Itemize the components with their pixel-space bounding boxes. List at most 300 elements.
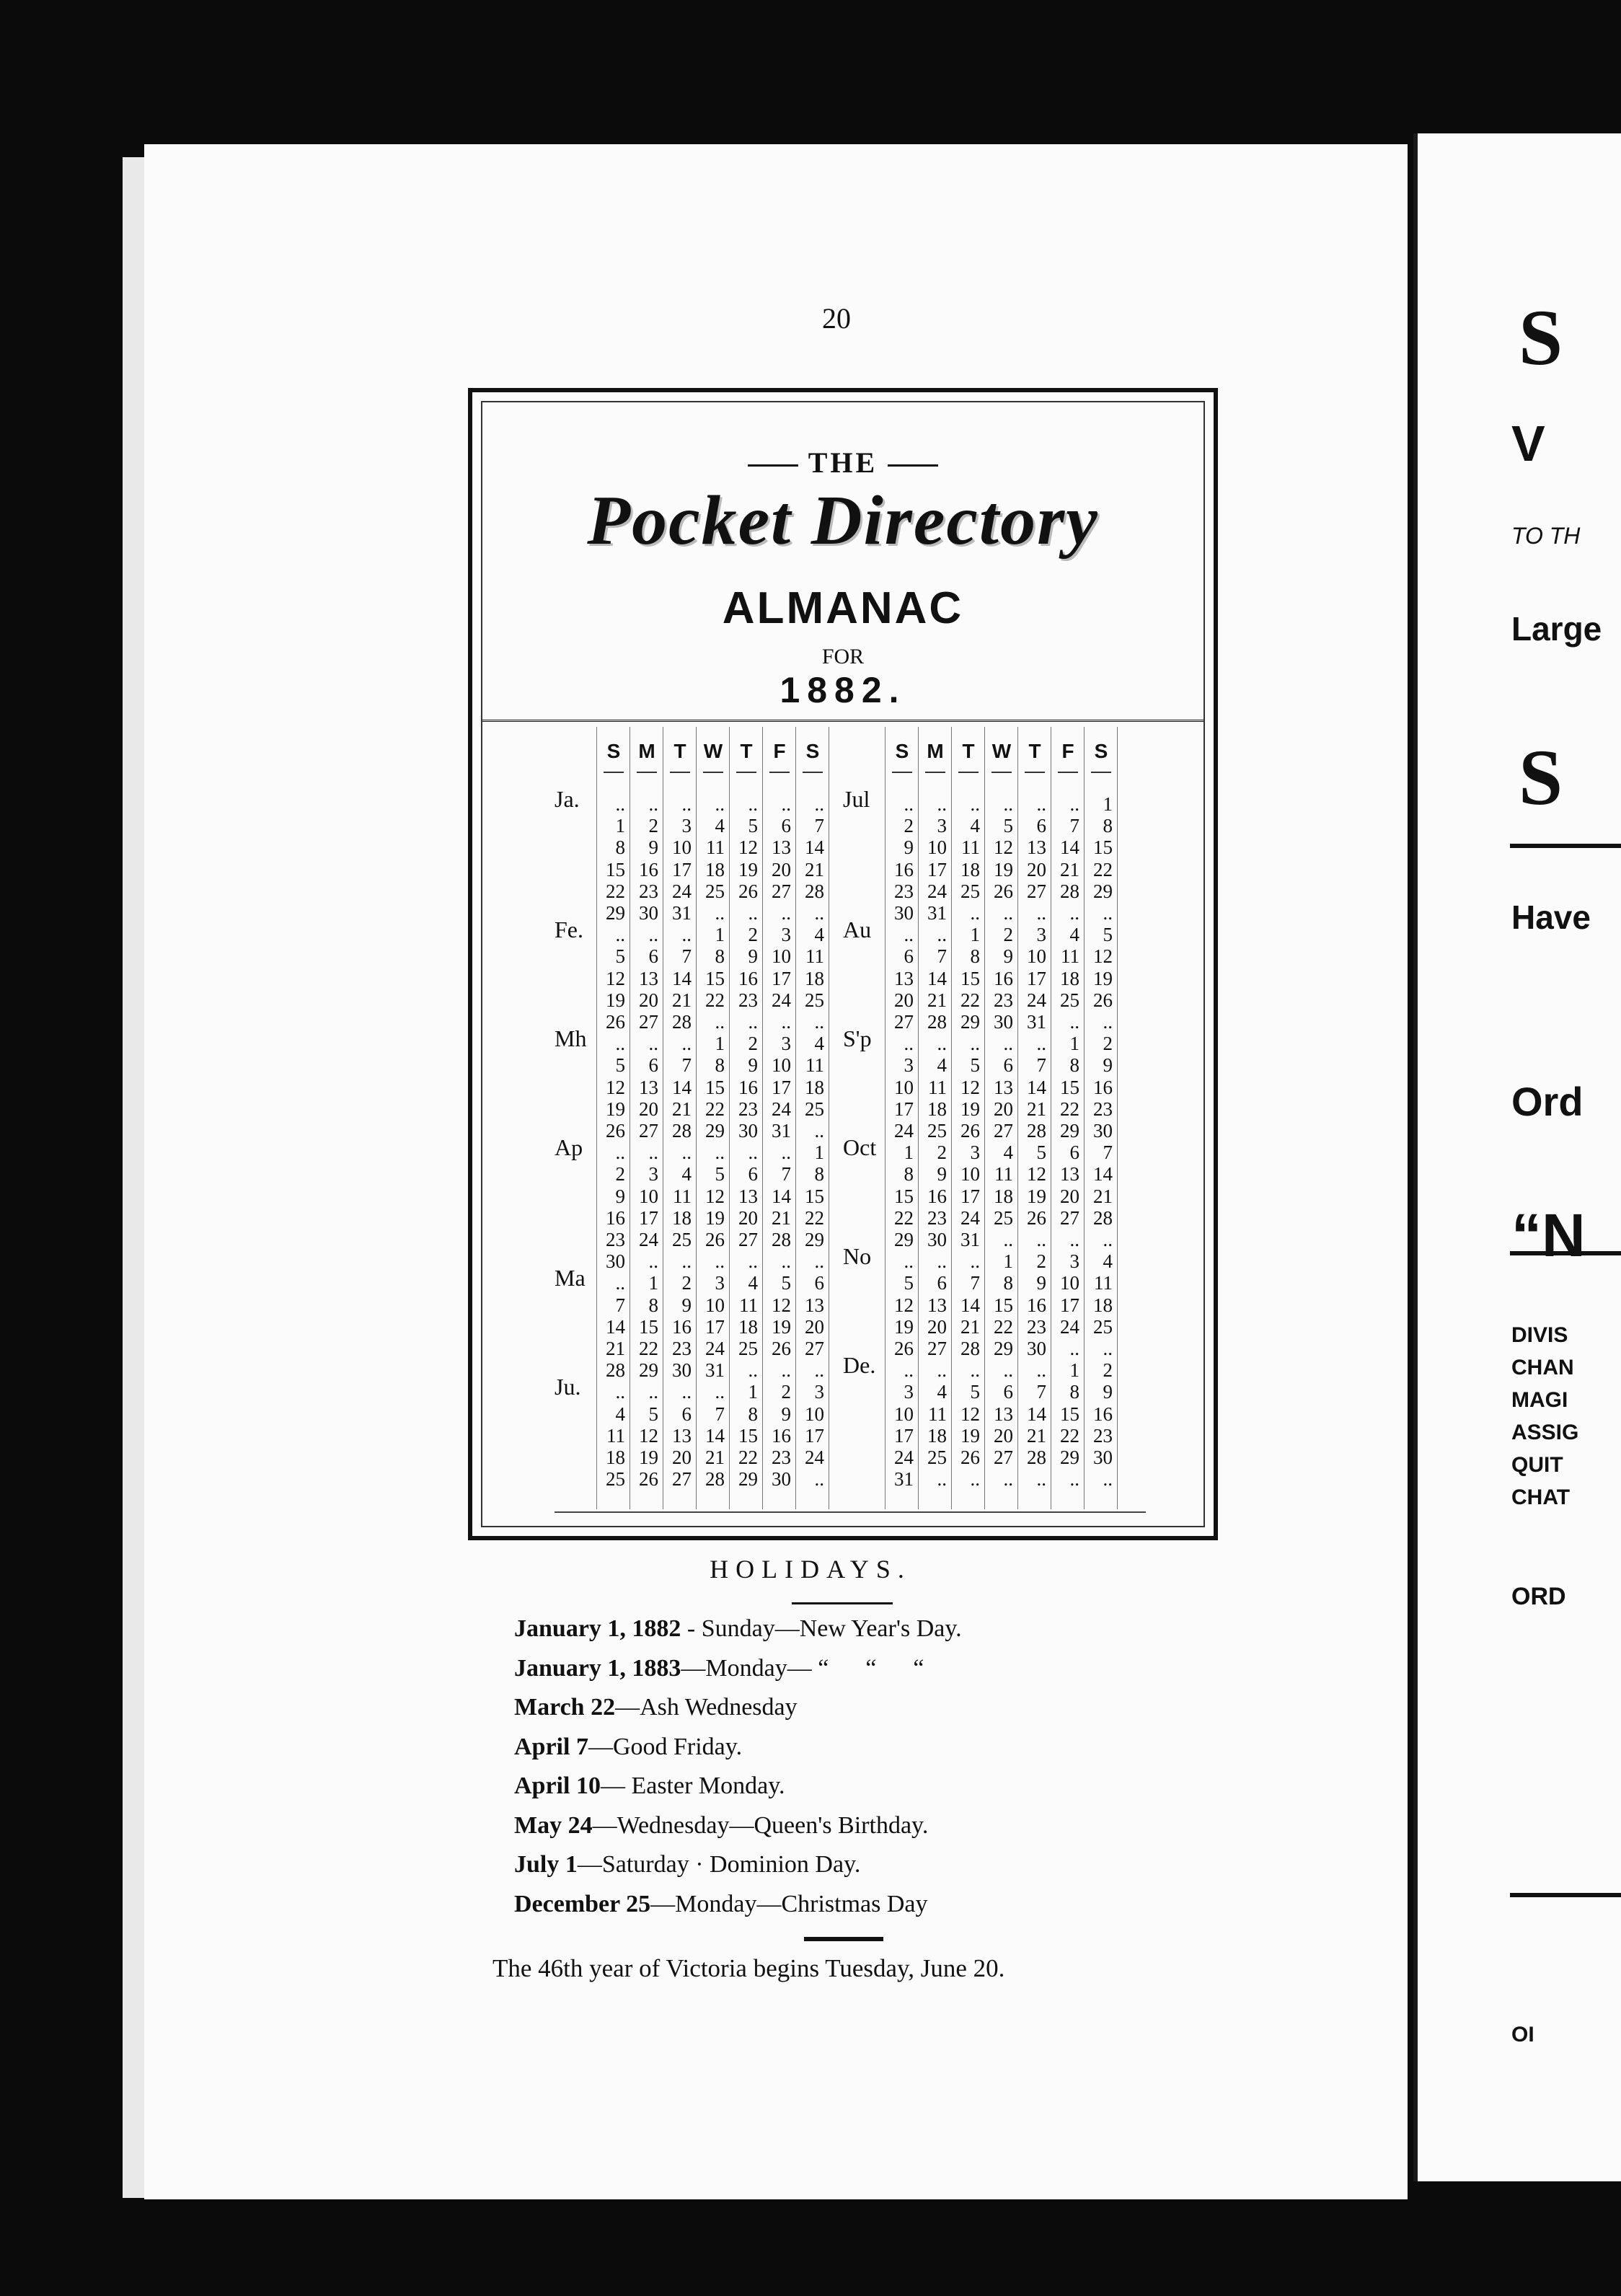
calendar-day: 14 — [1027, 1403, 1046, 1425]
calendar-day: 28 — [606, 1359, 625, 1382]
calendar-day: 6 — [1003, 1381, 1013, 1403]
calendar-day: 14 — [960, 1294, 980, 1316]
calendar-day: 1 — [648, 1272, 658, 1294]
day-header: T — [673, 740, 686, 762]
holiday-date: January 1, 1882 — [514, 1615, 681, 1642]
calendar-day: 13 — [1060, 1163, 1079, 1185]
calendar-column-line — [762, 727, 763, 1509]
calendar-day: 31 — [927, 902, 947, 924]
calendar-day: 14 — [805, 836, 824, 859]
calendar-day: 16 — [738, 1076, 758, 1098]
calendar-day: 18 — [606, 1447, 625, 1468]
day-header-rule — [703, 772, 723, 773]
calendar-day: .. — [814, 1011, 824, 1033]
calendar-day: 17 — [960, 1185, 980, 1207]
calendar-day: 31 — [772, 1120, 791, 1142]
calendar-day: 3 — [681, 815, 692, 837]
header-divider — [482, 720, 1203, 722]
calendar-day: 23 — [927, 1206, 947, 1229]
calendar-day: 25 — [1060, 989, 1079, 1011]
calendar-day: 2 — [748, 924, 758, 946]
calendar-day: 18 — [927, 1424, 947, 1447]
calendar-day: 3 — [937, 815, 947, 837]
adjacent-page-fragment — [1413, 133, 1621, 2181]
calendar-day: 11 — [606, 1424, 625, 1447]
adjacent-page-text: TO TH — [1511, 523, 1581, 549]
adjacent-page-text: DIVIS — [1511, 1323, 1568, 1347]
calendar-day: 14 — [672, 967, 692, 989]
month-label: Au — [843, 917, 872, 943]
calendar-day: 28 — [705, 1468, 725, 1491]
calendar-day: 26 — [606, 1120, 625, 1142]
holiday-line — [514, 1615, 962, 1643]
calendar-day: 9 — [1103, 1381, 1113, 1403]
calendar-day: 4 — [937, 1054, 947, 1077]
calendar-day: 2 — [937, 1142, 947, 1164]
calendar-day: 12 — [1093, 945, 1113, 968]
calendar-day: .. — [781, 1011, 791, 1033]
calendar-day: 4 — [937, 1381, 947, 1403]
holiday-line — [514, 1694, 798, 1721]
calendar-column-line — [1017, 727, 1018, 1509]
calendar-day: 17 — [1027, 967, 1046, 989]
calendar-day: 18 — [927, 1098, 947, 1120]
calendar-day: 12 — [960, 1076, 980, 1098]
calendar-bottom-rule — [555, 1511, 1146, 1513]
adjacent-page-text: OI — [1511, 2023, 1534, 2046]
header-for: FOR — [821, 645, 865, 668]
holiday-description: - Sunday—New Year's Day. — [681, 1615, 962, 1642]
header-title: Pocket Directory — [587, 482, 1099, 560]
calendar-day: 13 — [639, 967, 658, 989]
calendar-day: 7 — [615, 1294, 625, 1316]
calendar-day: 4 — [814, 1033, 824, 1055]
calendar-day: 27 — [805, 1338, 824, 1359]
calendar-day: 8 — [715, 1054, 725, 1077]
calendar-day: 23 — [994, 989, 1013, 1011]
calendar-day: .. — [904, 1033, 914, 1055]
calendar-day: 23 — [606, 1229, 625, 1250]
calendar-day: 8 — [1103, 815, 1113, 837]
calendar-day: .. — [1103, 1011, 1113, 1033]
calendar-day: 1 — [748, 1381, 758, 1403]
calendar-day: .. — [715, 1142, 725, 1164]
calendar-day: 5 — [615, 945, 625, 968]
calendar-column-line — [795, 727, 796, 1509]
calendar-day: 29 — [738, 1468, 758, 1491]
calendar-day: 8 — [748, 1403, 758, 1425]
calendar-column-line — [984, 727, 985, 1509]
calendar-day: 23 — [672, 1338, 692, 1359]
calendar-day: .. — [937, 793, 947, 815]
calendar-day: .. — [648, 1033, 658, 1055]
calendar-day: 20 — [738, 1206, 758, 1229]
adjacent-page-text: CHAN — [1511, 1356, 1574, 1379]
calendar-day: 22 — [994, 1315, 1013, 1338]
calendar-day: .. — [970, 1359, 980, 1382]
calendar-day: .. — [814, 1250, 824, 1273]
calendar-day: 18 — [1060, 967, 1079, 989]
month-label: Ap — [555, 1134, 583, 1161]
calendar-day: 3 — [715, 1272, 725, 1294]
calendar-day: 16 — [606, 1206, 625, 1229]
calendar-day: 10 — [1060, 1272, 1079, 1294]
calendar-day: 18 — [805, 967, 824, 989]
calendar-day: 25 — [672, 1229, 692, 1250]
calendar-day: 29 — [705, 1120, 725, 1142]
calendar-day: 17 — [705, 1315, 725, 1338]
calendar-day: 19 — [772, 1315, 791, 1338]
calendar-day: 24 — [805, 1447, 824, 1468]
holiday-description: —Wednesday—Queen's Birthday. — [592, 1811, 929, 1839]
calendar-day: .. — [1003, 793, 1013, 815]
calendar-day: .. — [937, 1468, 947, 1491]
day-header: W — [703, 740, 723, 762]
calendar-day: .. — [781, 793, 791, 815]
day-header: S — [1094, 740, 1108, 762]
calendar-day: 11 — [928, 1076, 947, 1098]
calendar-day: 23 — [639, 880, 658, 902]
calendar-day: 30 — [639, 902, 658, 924]
calendar-day: .. — [1069, 1011, 1079, 1033]
day-header: T — [962, 740, 975, 762]
header-year: 1882. — [779, 670, 906, 710]
calendar-day: 16 — [672, 1315, 692, 1338]
month-label: Jul — [843, 786, 870, 812]
calendar-day: .. — [615, 1381, 625, 1403]
calendar-day: 30 — [927, 1229, 947, 1250]
calendar-day: 1 — [970, 924, 980, 946]
calendar-day: .. — [1003, 1468, 1013, 1491]
calendar-day: 7 — [681, 1054, 692, 1077]
page-number: 20 — [822, 302, 851, 335]
calendar-day: 22 — [805, 1206, 824, 1229]
calendar-day: 26 — [606, 1011, 625, 1033]
calendar-day: 10 — [705, 1294, 725, 1316]
calendar-day: .. — [715, 1381, 725, 1403]
day-header-rule — [892, 772, 912, 773]
day-header: T — [740, 740, 753, 762]
calendar-day: 31 — [672, 902, 692, 924]
calendar-day: .. — [648, 1381, 658, 1403]
calendar-day: 21 — [672, 1098, 692, 1120]
day-header-rule — [925, 772, 945, 773]
calendar-day: .. — [1036, 902, 1046, 924]
calendar-day: .. — [970, 1033, 980, 1055]
calendar-day: 3 — [781, 1033, 791, 1055]
calendar-day: 1 — [715, 1033, 725, 1055]
calendar-day: 8 — [904, 1163, 914, 1185]
day-header-rule — [736, 772, 756, 773]
calendar-day: 12 — [606, 1076, 625, 1098]
calendar-day: 20 — [772, 858, 791, 880]
calendar-day: .. — [970, 1468, 980, 1491]
calendar-day: 11 — [961, 836, 980, 859]
calendar-day: 15 — [1093, 836, 1113, 859]
month-label: Mh — [555, 1025, 587, 1052]
calendar-day: 27 — [1060, 1206, 1079, 1229]
calendar-day: .. — [681, 924, 692, 946]
calendar-day: 17 — [639, 1206, 658, 1229]
calendar-day: 8 — [615, 836, 625, 859]
calendar-day: 31 — [705, 1359, 725, 1382]
calendar-day: 11 — [805, 945, 824, 968]
calendar-day: 4 — [748, 1272, 758, 1294]
calendar-day: 13 — [927, 1294, 947, 1316]
calendar-day: 13 — [805, 1294, 824, 1316]
calendar-day: 20 — [927, 1315, 947, 1338]
calendar-day: 21 — [1027, 1424, 1046, 1447]
day-header-rule — [637, 772, 657, 773]
calendar-day: 19 — [738, 858, 758, 880]
calendar-day: 14 — [672, 1076, 692, 1098]
calendar-day: 21 — [772, 1206, 791, 1229]
calendar-day: .. — [970, 1250, 980, 1273]
calendar-day: 28 — [672, 1011, 692, 1033]
calendar-day: 25 — [805, 989, 824, 1011]
calendar-day: 29 — [1093, 880, 1113, 902]
calendar-day: 13 — [772, 836, 791, 859]
calendar-day: 27 — [772, 880, 791, 902]
calendar-day: 22 — [705, 1098, 725, 1120]
calendar-day: 25 — [705, 880, 725, 902]
calendar-day: 16 — [772, 1424, 791, 1447]
calendar-day: 17 — [894, 1098, 914, 1120]
calendar-day: 11 — [1061, 945, 1079, 968]
holiday-date: December 25 — [514, 1890, 651, 1917]
calendar-day: 12 — [1027, 1163, 1046, 1185]
calendar-day: 5 — [748, 815, 758, 837]
holiday-date: January 1, 1883 — [514, 1654, 681, 1682]
calendar-day: 3 — [904, 1381, 914, 1403]
calendar-day: 26 — [1027, 1206, 1046, 1229]
calendar-day: 4 — [1103, 1250, 1113, 1273]
calendar-day: 21 — [805, 858, 824, 880]
calendar-day: 12 — [894, 1294, 914, 1316]
calendar-day: .. — [1103, 1229, 1113, 1250]
calendar-day: 9 — [748, 945, 758, 968]
day-header-rule — [1025, 772, 1045, 773]
calendar-day: 22 — [705, 989, 725, 1011]
calendar-day: .. — [715, 1011, 725, 1033]
holiday-date: July 1 — [514, 1851, 578, 1878]
calendar-day: 9 — [748, 1054, 758, 1077]
calendar-day: 20 — [639, 1098, 658, 1120]
calendar-day: 25 — [927, 1120, 947, 1142]
calendar-day: 23 — [738, 1098, 758, 1120]
day-header: F — [1061, 740, 1074, 762]
holiday-description: —Good Friday. — [588, 1733, 743, 1760]
calendar-day: 1 — [904, 1142, 914, 1164]
calendar-day: .. — [814, 1468, 824, 1491]
calendar-day: 27 — [672, 1468, 692, 1491]
calendar-day: 8 — [1069, 1054, 1079, 1077]
month-label: Ma — [555, 1265, 586, 1292]
calendar-day: 23 — [1093, 1098, 1113, 1120]
calendar-day: 20 — [894, 989, 914, 1011]
calendar-day: 5 — [970, 1381, 980, 1403]
almanac-frame — [468, 388, 1218, 1540]
calendar-day: .. — [1069, 1468, 1079, 1491]
calendar-day: 23 — [772, 1447, 791, 1468]
calendar-day: 10 — [894, 1403, 914, 1425]
holiday-description: —Monday—Christmas Day — [650, 1890, 928, 1917]
calendar-day: .. — [715, 1250, 725, 1273]
calendar-day: 14 — [772, 1185, 791, 1207]
calendar-day: .. — [814, 1120, 824, 1142]
adjacent-page-text: ORD — [1511, 1583, 1566, 1610]
calendar-day: 3 — [1036, 924, 1046, 946]
calendar-day: 21 — [1060, 858, 1079, 880]
calendar-day: 24 — [960, 1206, 980, 1229]
calendar-day: 26 — [738, 880, 758, 902]
calendar-day: 28 — [672, 1120, 692, 1142]
holiday-description: —Monday— “ “ “ — [681, 1654, 924, 1682]
calendar-day: 14 — [1060, 836, 1079, 859]
calendar-day: 9 — [904, 836, 914, 859]
adjacent-page-text: V — [1511, 415, 1545, 472]
day-header-rule — [1058, 772, 1078, 773]
calendar-day: 11 — [928, 1403, 947, 1425]
holidays-title: HOLIDAYS. — [710, 1555, 911, 1584]
calendar-day: 2 — [648, 815, 658, 837]
calendar-day: 5 — [1103, 924, 1113, 946]
month-label: S'p — [843, 1025, 872, 1052]
calendar-day: 30 — [1093, 1447, 1113, 1468]
calendar-day: 15 — [1060, 1403, 1079, 1425]
calendar-day: 23 — [1093, 1424, 1113, 1447]
calendar-day: 5 — [1036, 1142, 1046, 1164]
calendar-grid — [555, 727, 1146, 1516]
month-label: No — [843, 1243, 872, 1270]
calendar-day: 16 — [894, 858, 914, 880]
calendar-day: 9 — [681, 1294, 692, 1316]
calendar-day: 28 — [1093, 1206, 1113, 1229]
calendar-day: 22 — [1060, 1098, 1079, 1120]
calendar-column-line — [951, 727, 952, 1509]
calendar-day: 19 — [1093, 967, 1113, 989]
calendar-day: .. — [648, 793, 658, 815]
calendar-day: 22 — [639, 1338, 658, 1359]
month-label: Ju. — [555, 1374, 581, 1400]
calendar-day: 22 — [606, 880, 625, 902]
calendar-day: 3 — [970, 1142, 980, 1164]
calendar-day: 2 — [781, 1381, 791, 1403]
calendar-day: 16 — [1027, 1294, 1046, 1316]
calendar-day: 4 — [970, 815, 980, 837]
calendar-day: 11 — [994, 1163, 1013, 1185]
calendar-day: 24 — [705, 1338, 725, 1359]
calendar-day: .. — [615, 924, 625, 946]
calendar-day: 29 — [894, 1229, 914, 1250]
calendar-day: 3 — [814, 1381, 824, 1403]
calendar-day: .. — [715, 793, 725, 815]
calendar-day: 10 — [894, 1076, 914, 1098]
calendar-day: 1 — [615, 815, 625, 837]
holiday-description: —Ash Wednesday — [615, 1694, 798, 1721]
calendar-day: 8 — [970, 945, 980, 968]
calendar-day: .. — [1003, 902, 1013, 924]
calendar-day: .. — [615, 1033, 625, 1055]
calendar-day: .. — [681, 1250, 692, 1273]
calendar-day: 14 — [927, 967, 947, 989]
calendar-day: 22 — [738, 1447, 758, 1468]
calendar-day: 23 — [1027, 1315, 1046, 1338]
calendar-day: .. — [781, 902, 791, 924]
day-header: S — [805, 740, 820, 762]
calendar-day: .. — [1103, 1338, 1113, 1359]
calendar-day: 10 — [772, 1054, 791, 1077]
month-label: Ja. — [555, 786, 580, 812]
calendar-day: 4 — [814, 924, 824, 946]
calendar-day: .. — [615, 1142, 625, 1164]
holiday-line — [514, 1734, 742, 1761]
calendar-day: 17 — [772, 967, 791, 989]
calendar-day: 20 — [805, 1315, 824, 1338]
calendar-day: 6 — [904, 945, 914, 968]
calendar-day: 11 — [673, 1185, 692, 1207]
calendar-day: 28 — [1060, 880, 1079, 902]
day-header-rule — [803, 772, 823, 773]
calendar-day: 24 — [894, 1447, 914, 1468]
adjacent-page-text: “N — [1511, 1201, 1586, 1269]
day-header: W — [991, 740, 1012, 762]
calendar-day: 21 — [960, 1315, 980, 1338]
calendar-day: 21 — [672, 989, 692, 1011]
holidays-divider — [792, 1602, 893, 1604]
calendar-day: .. — [1036, 793, 1046, 815]
calendar-day: 28 — [960, 1338, 980, 1359]
calendar-day: .. — [748, 793, 758, 815]
calendar-day: 13 — [894, 967, 914, 989]
calendar-day: 2 — [615, 1163, 625, 1185]
calendar-day: 7 — [970, 1272, 980, 1294]
calendar-day: 29 — [805, 1229, 824, 1250]
calendar-day: 13 — [1027, 836, 1046, 859]
calendar-day: 26 — [705, 1229, 725, 1250]
calendar-day: 7 — [1103, 1142, 1113, 1164]
calendar-day: 10 — [1027, 945, 1046, 968]
calendar-day: 30 — [738, 1120, 758, 1142]
calendar-day: .. — [970, 793, 980, 815]
calendar-day: 9 — [1003, 945, 1013, 968]
calendar-day: .. — [1036, 1033, 1046, 1055]
calendar-day: 14 — [1093, 1163, 1113, 1185]
calendar-day: 28 — [927, 1011, 947, 1033]
calendar-day: 26 — [1093, 989, 1113, 1011]
calendar-day: 6 — [681, 1403, 692, 1425]
calendar-day: 24 — [639, 1229, 658, 1250]
calendar-day: 3 — [904, 1054, 914, 1077]
calendar-day: .. — [1036, 1359, 1046, 1382]
calendar-day: 18 — [805, 1076, 824, 1098]
calendar-day: 16 — [927, 1185, 947, 1207]
day-header: M — [638, 740, 655, 762]
adjacent-page-rule — [1510, 1893, 1621, 1897]
calendar-day: 28 — [1027, 1120, 1046, 1142]
calendar-day: 12 — [994, 836, 1013, 859]
calendar-day: 8 — [1003, 1272, 1013, 1294]
calendar-day: .. — [681, 1381, 692, 1403]
calendar-day: 12 — [705, 1185, 725, 1207]
almanac-inner-border — [481, 401, 1205, 1527]
calendar-day: 4 — [715, 815, 725, 837]
calendar-day: 1 — [814, 1142, 824, 1164]
calendar-day: .. — [937, 924, 947, 946]
calendar-day: 10 — [772, 945, 791, 968]
calendar-day: 17 — [1060, 1294, 1079, 1316]
day-header: F — [773, 740, 786, 762]
